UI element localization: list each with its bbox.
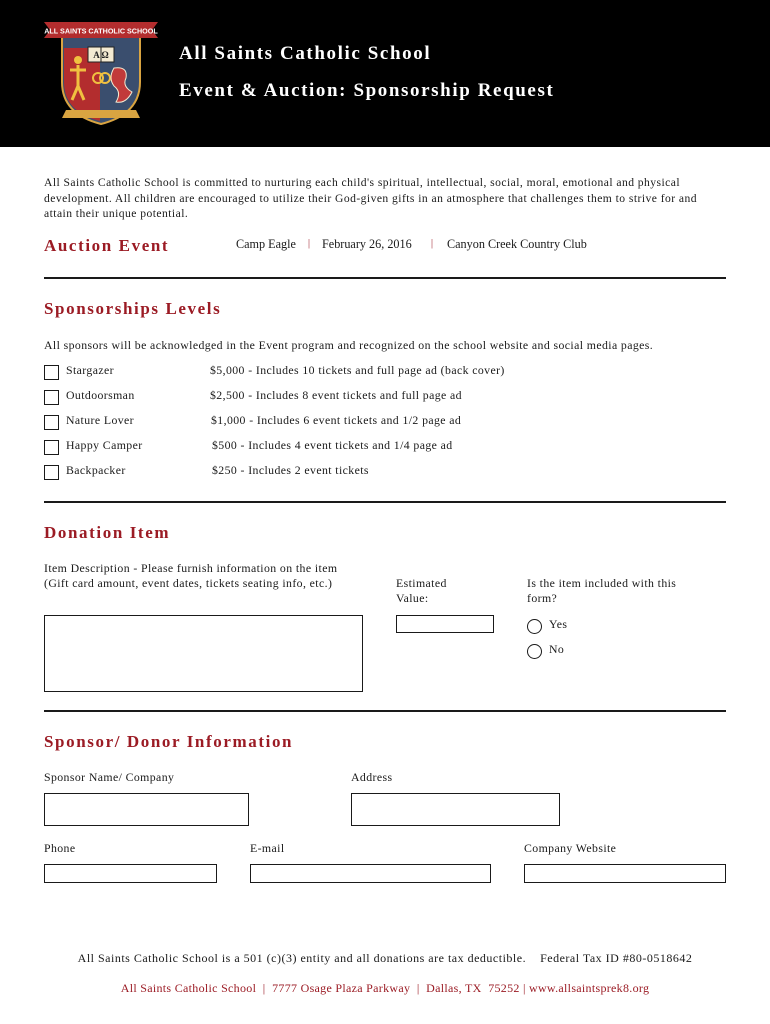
checkbox-outdoorsman[interactable] [44, 390, 59, 405]
sponsor-name-label: Sponsor Name/ Company [44, 770, 175, 784]
logo-book-text: A Ω [93, 50, 109, 60]
page-title: All Saints Catholic School [179, 43, 432, 64]
sponsor-heading: Sponsor/ Donor Information [44, 732, 294, 751]
level-name-stargazer: Stargazer [66, 363, 114, 377]
radio-yes[interactable] [527, 619, 542, 634]
event-date: February 26, 2016 [322, 237, 412, 251]
logo-banner-text: ALL SAINTS CATHOLIC SCHOOL [44, 26, 158, 36]
sponsorships-note: All sponsors will be acknowledged in the Event program and recognized on the school website and social media pages. [44, 338, 654, 352]
divider [44, 710, 726, 712]
level-desc-outdoorsman: $2,500 - Includes 8 event tickets and full page ad [210, 388, 462, 402]
donation-heading: Donation Item [44, 523, 171, 542]
level-name-outdoorsman: Outdoorsman [66, 388, 135, 402]
sponsor-name-input[interactable] [44, 793, 249, 826]
website-label: Company Website [524, 841, 617, 855]
checkbox-nature-lover[interactable] [44, 415, 59, 430]
address-input[interactable] [351, 793, 560, 826]
level-desc-backpacker: $250 - Includes 2 event tickets [212, 463, 369, 477]
radio-no[interactable] [527, 644, 542, 659]
phone-label: Phone [44, 841, 76, 855]
auction-heading: Auction Event [44, 236, 170, 255]
email-input[interactable] [250, 864, 491, 883]
tax-statement: All Saints Catholic School is a 501 (c)(3) entity and all donations are tax deductible. Federal Tax ID #80-0518642 [77, 951, 693, 965]
intro-paragraph: All Saints Catholic School is committed to nurturing each child's spiritual, intellectual, social, moral, emotional and physical development. All children are encouraged to utilize their God-given gifts in an atmosphere that challenges them to strive for and attain their unique potential. [44, 176, 698, 220]
level-desc-stargazer: $5,000 - Includes 10 tickets and full page ad (back cover) [210, 363, 505, 377]
level-name-nature-lover: Nature Lover [66, 413, 135, 427]
item-description-input[interactable] [44, 615, 363, 692]
event-name: Camp Eagle [236, 237, 296, 251]
checkbox-stargazer[interactable] [44, 365, 59, 380]
estimated-value-label: Estimated Value: [396, 576, 447, 605]
page-subtitle: Event & Auction: Sponsorship Request [179, 80, 555, 101]
event-separator-2: | [431, 238, 434, 249]
item-description-label: Item Description - Please furnish information on the item (Gift card amount, event dates, tickets seating info, etc.) [44, 561, 338, 590]
radio-yes-label: Yes [549, 617, 568, 631]
contact-line: All Saints Catholic School | 7777 Osage Plaza Parkway | Dallas, TX 75252 | www.allsaintsprek8.org [120, 981, 650, 995]
email-label: E-mail [250, 841, 285, 855]
address-label: Address [351, 770, 393, 784]
event-separator-1: | [308, 238, 311, 249]
estimated-value-input[interactable] [396, 615, 494, 633]
level-desc-happy-camper: $500 - Includes 4 event tickets and 1/4 page ad [212, 438, 453, 452]
level-name-happy-camper: Happy Camper [66, 438, 143, 452]
sponsorships-heading: Sponsorships Levels [44, 299, 222, 318]
website-input[interactable] [524, 864, 726, 883]
event-venue: Canyon Creek Country Club [447, 237, 587, 251]
item-included-label: Is the item included with this form? [527, 576, 677, 605]
school-logo [42, 20, 160, 128]
checkbox-happy-camper[interactable] [44, 440, 59, 455]
checkbox-backpacker[interactable] [44, 465, 59, 480]
divider [44, 501, 726, 503]
level-desc-nature-lover: $1,000 - Includes 6 event tickets and 1/2 page ad [211, 413, 462, 427]
radio-no-label: No [549, 642, 565, 656]
divider [44, 277, 726, 279]
logo-ribbon [62, 110, 140, 118]
phone-input[interactable] [44, 864, 217, 883]
level-name-backpacker: Backpacker [66, 463, 126, 477]
